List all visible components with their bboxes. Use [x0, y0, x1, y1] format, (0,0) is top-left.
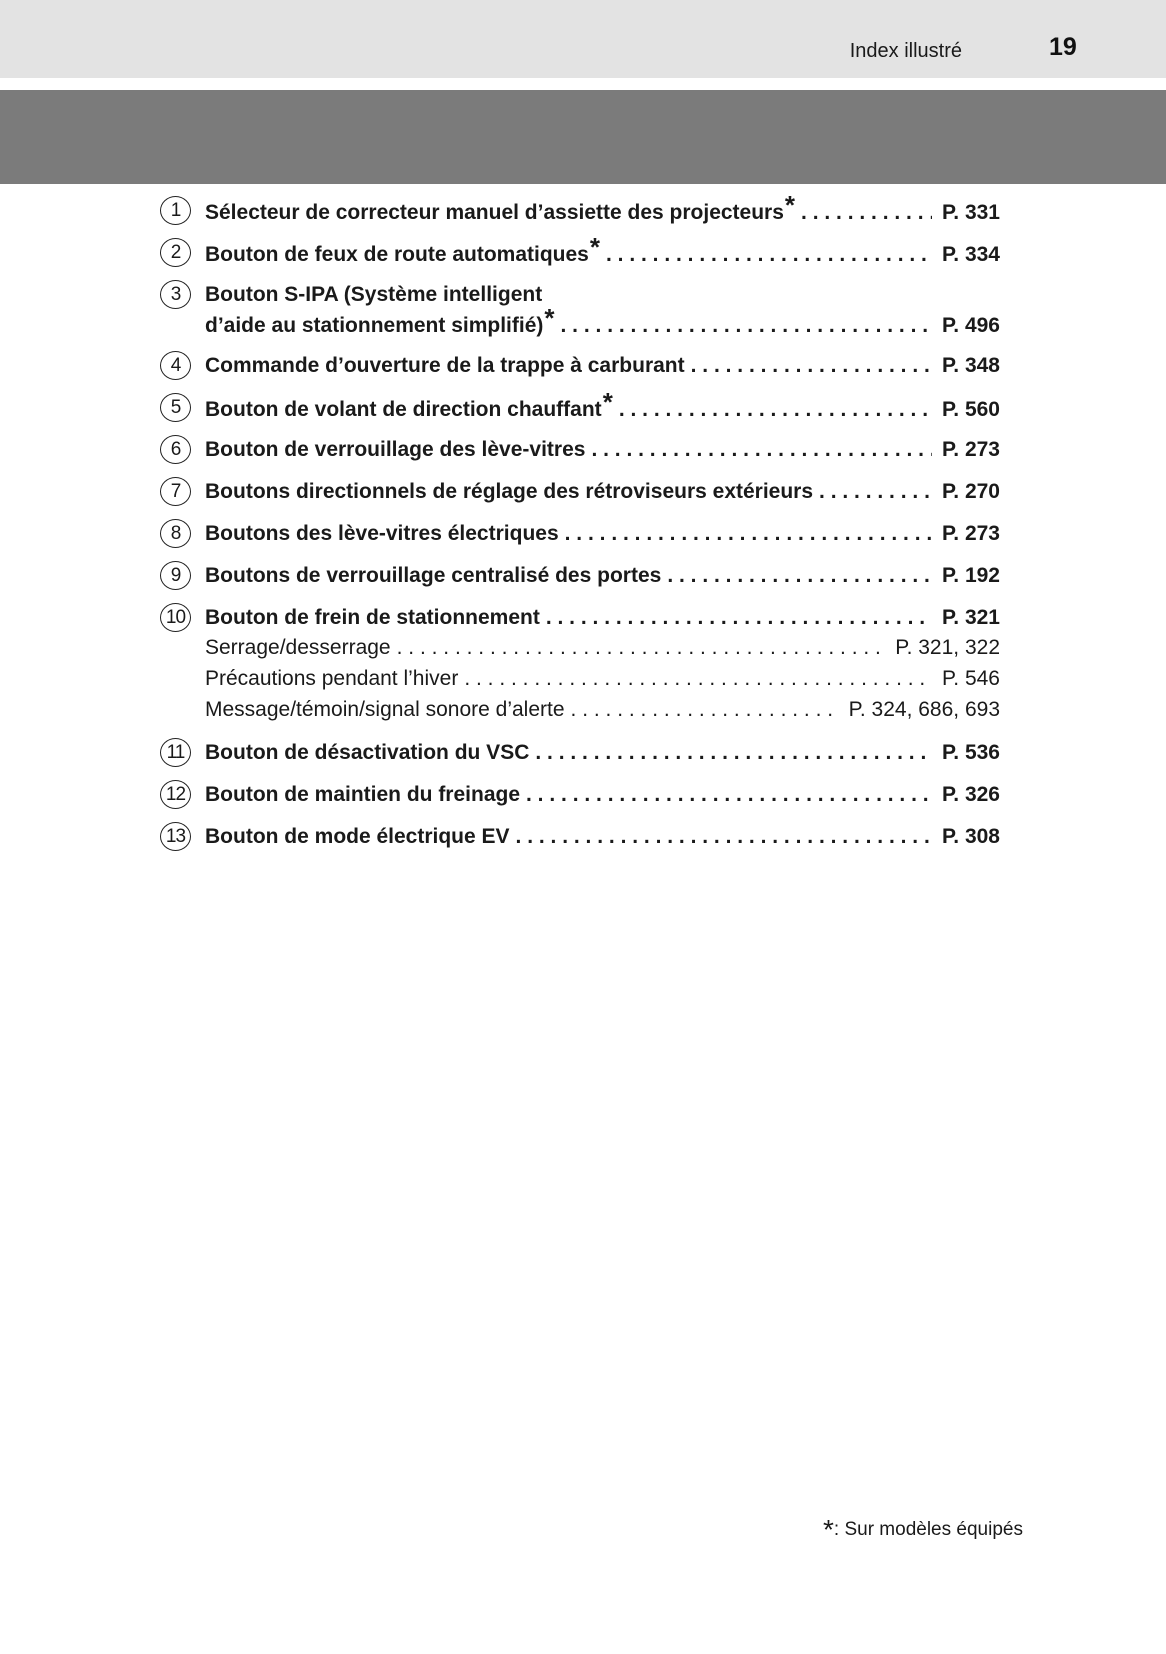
- page-reference[interactable]: P. 270: [941, 480, 1000, 503]
- dot-leader: [667, 561, 932, 590]
- index-entry: [160, 519, 1000, 548]
- entry-label: Bouton de désactivation du VSC: [205, 741, 530, 764]
- page-reference[interactable]: P. 496: [941, 314, 1000, 337]
- dot-leader: [801, 198, 932, 227]
- index-entry: [160, 477, 1000, 506]
- dot-leader: [819, 477, 932, 506]
- entry-label-continued: d’aide au stationnement simplifié): [205, 314, 544, 337]
- illustration-banner: [0, 90, 1166, 184]
- index-entry: [160, 561, 1000, 590]
- page-reference[interactable]: P. 308: [941, 825, 1000, 848]
- footnote: [823, 1510, 1023, 1545]
- item-number-badge: 2: [160, 238, 191, 267]
- index-entry: [160, 738, 1000, 767]
- item-number-badge: 7: [160, 477, 191, 506]
- index-entry: [160, 387, 1000, 422]
- index-entry: [160, 232, 1000, 267]
- dot-leader: [561, 311, 932, 340]
- index-entry: [160, 190, 1000, 225]
- entry-label: Commande d’ouverture de la trappe à carburant: [205, 354, 685, 377]
- entry-label: Bouton de verrouillage des lève-vitres: [205, 438, 586, 461]
- sub-entry: [160, 694, 1000, 725]
- item-number-badge: 11: [160, 738, 191, 767]
- item-number-badge: 3: [160, 280, 191, 309]
- page-reference[interactable]: P. 273: [941, 438, 1000, 461]
- page-reference[interactable]: P. 321: [941, 606, 1000, 629]
- dot-leader: [691, 351, 932, 380]
- entry-label: Bouton de maintien du freinage: [205, 783, 521, 806]
- dot-leader: [606, 240, 932, 269]
- dot-leader: [516, 822, 932, 851]
- page-reference[interactable]: P. 324, 686, 693: [848, 698, 1000, 721]
- index-entry: [160, 780, 1000, 809]
- sub-entry-label: Serrage/desserrage: [205, 636, 391, 659]
- entry-label: Bouton de feux de route automatiques: [205, 243, 589, 266]
- index-entry: [160, 435, 1000, 464]
- sub-entry: [160, 663, 1000, 694]
- entry-label: Bouton de volant de direction chauffant: [205, 398, 602, 421]
- asterisk-marker: *: [602, 387, 613, 417]
- sub-entry-label: Précautions pendant l’hiver: [205, 667, 459, 690]
- indent-spacer: [160, 309, 191, 338]
- entry-label: Boutons directionnels de réglage des rétroviseurs extérieurs: [205, 480, 814, 503]
- dot-leader: [526, 780, 932, 809]
- header-band: [0, 0, 1166, 78]
- page-reference[interactable]: P. 560: [941, 398, 1000, 421]
- entry-label: Boutons de verrouillage centralisé des portes: [205, 564, 662, 587]
- item-number-badge: 9: [160, 561, 191, 590]
- dot-leader: [397, 632, 886, 663]
- entry-label: Bouton S-IPA (Système intelligent: [205, 283, 543, 306]
- dot-leader: [619, 395, 932, 424]
- footnote-text: : Sur modèles équipés: [833, 1519, 1023, 1540]
- asterisk-marker: *: [784, 190, 796, 220]
- sub-entry: [160, 632, 1000, 663]
- index-list: [160, 190, 1000, 864]
- page-reference[interactable]: P. 348: [941, 354, 1000, 377]
- page-reference[interactable]: P. 331: [941, 201, 1000, 224]
- sub-entry-label: Message/témoin/signal sonore d’alerte: [205, 698, 565, 721]
- page-reference[interactable]: P. 321, 322: [895, 636, 1000, 659]
- section-title: Index illustré: [849, 40, 962, 62]
- index-entry: [160, 822, 1000, 851]
- dot-leader: [464, 663, 932, 694]
- page-number: 19: [1049, 33, 1077, 61]
- item-number-badge: 13: [160, 822, 191, 851]
- entry-label: Boutons des lève-vitres électriques: [205, 522, 559, 545]
- item-number-badge: 4: [160, 351, 191, 380]
- dot-leader: [535, 738, 932, 767]
- entry-label: Bouton de mode électrique EV: [205, 825, 510, 848]
- dot-leader: [591, 435, 932, 464]
- asterisk-marker: *: [589, 232, 600, 262]
- page-reference[interactable]: P. 546: [941, 667, 1000, 690]
- entry-label: Sélecteur de correcteur manuel d’assiette des projecteurs: [205, 201, 784, 224]
- dot-leader: [565, 519, 932, 548]
- page-reference[interactable]: P. 536: [941, 741, 1000, 764]
- item-number-badge: 6: [160, 435, 191, 464]
- asterisk-marker: *: [823, 1514, 834, 1545]
- item-number-badge: 5: [160, 393, 191, 422]
- item-number-badge: 1: [160, 196, 191, 225]
- page-reference[interactable]: P. 334: [941, 243, 1000, 266]
- entry-label: Bouton de frein de stationnement: [205, 606, 540, 629]
- dot-leader: [571, 694, 839, 725]
- index-entry: [160, 351, 1000, 380]
- index-entry: [160, 603, 1000, 725]
- index-entry: [160, 280, 1000, 338]
- item-number-badge: 8: [160, 519, 191, 548]
- dot-leader: [546, 603, 932, 632]
- item-number-badge: 12: [160, 780, 191, 809]
- page-reference[interactable]: P. 192: [941, 564, 1000, 587]
- page-reference[interactable]: P. 326: [941, 783, 1000, 806]
- asterisk-marker: *: [544, 303, 555, 333]
- page-reference[interactable]: P. 273: [941, 522, 1000, 545]
- item-number-badge: 10: [160, 603, 191, 632]
